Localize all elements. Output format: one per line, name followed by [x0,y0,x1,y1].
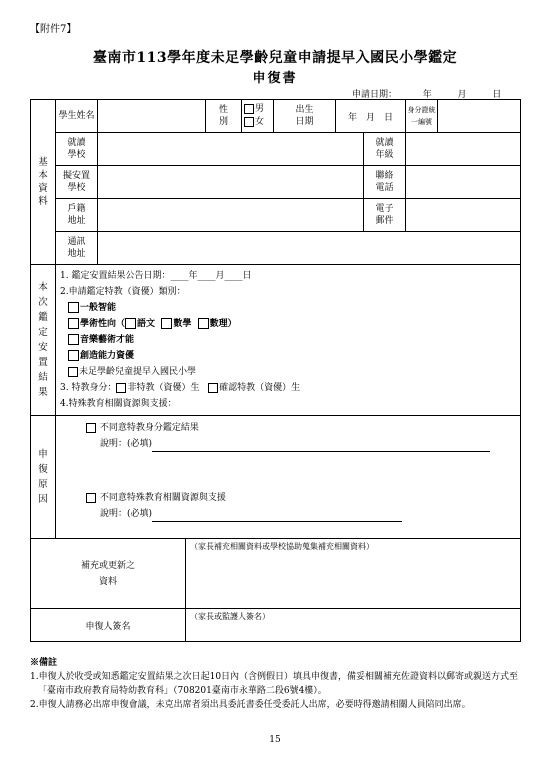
confirmed-special-checkbox[interactable] [208,383,218,393]
option-academic: 學術性向（ 語文 數學 數理） [68,316,514,332]
result-item1: 1. 鑑定安置結果公告日期：____年____月____日 [60,271,252,281]
disagree-resources-text: 不同意特殊教育相關資源與支援 [99,493,226,503]
student-name-field[interactable] [98,100,206,133]
option-creative: 創造能力資優 [68,348,514,364]
placement-school-field[interactable] [98,166,364,199]
early-checkbox[interactable] [68,367,78,377]
basic-section-label: 基本資料 [31,100,56,265]
grade-field[interactable] [406,133,521,166]
grade-label: 就讀年級 [364,133,406,166]
email-label: 電子郵件 [364,199,406,232]
mailing-address-field[interactable] [98,232,521,265]
school-field[interactable] [98,133,364,166]
apply-date-day: 日 [492,90,502,100]
mailing-address-label: 通訊地址 [56,232,98,265]
student-name-label: 學生姓名 [56,100,98,133]
note-2: 2.申復人請務必出席申復會議，未克出席者須出具委託書委任受委託人出席，必要時得邀請相關人員陪同出席。 [30,700,471,710]
science-checkbox[interactable] [198,318,209,329]
option-arts: 音樂藝術才能 [68,332,514,348]
explain1-label: 說明：(必填) [100,439,153,449]
appeal-content [56,416,521,539]
page-number: 15 [269,735,281,745]
contact-phone-field[interactable] [406,166,521,199]
signature-hint: （家長或監護人簽名） [190,612,270,621]
explain1-line[interactable] [152,441,490,452]
apply-date-label: 申請日期： [352,90,398,100]
appeal-section-label: 申復原因 [31,416,56,539]
page-title: 臺南市113學年度未足學齡兒童申請提早入國民小學鑑定 [92,50,458,66]
math-checkbox[interactable] [161,318,172,329]
supplement-hint: （家長補充相關資料或學校協助蒐集補充相關資料） [190,542,374,551]
birth-date-field[interactable]: 年 月 日 [336,100,406,133]
notes-heading: ※備註 [30,658,58,668]
gender-options[interactable]: 男 女 [242,100,274,133]
explain2-line[interactable] [152,511,402,522]
general-checkbox[interactable] [68,302,79,313]
school-label: 就讀學校 [56,133,98,166]
creative-checkbox[interactable] [68,350,79,361]
birth-date-label: 出生日期 [274,100,336,133]
appeal-form [30,99,521,642]
chinese-checkbox[interactable] [125,318,136,329]
apply-date-month: 月 [457,90,467,100]
note-1: 1.申復人於收受或知悉鑑定安置結果之次日起10日內（含例假日）填具申復書，備妥相關補充佐證資料以郵寄或親送方式至「臺南市政府教育局特幼教育科」（708201臺南市永華路二段6號4樓）。 [30,672,519,696]
attachment-label: 【附件7】 [30,24,77,35]
disagree-resources-checkbox[interactable] [86,493,96,503]
result-item3: 3. 特教身分： 非特教（資優）生 確認特教（資優）生 [60,383,301,393]
gender-label: 性別 [206,100,242,133]
academic-checkbox[interactable] [68,318,79,329]
id-number-label: 身分證統一編號 [406,100,438,133]
result-item4: 4.特殊教育相關資源與支援： [60,399,177,409]
option-general: 一般智能 [68,300,514,316]
arts-checkbox[interactable] [68,334,79,345]
supplement-field[interactable] [186,539,521,609]
signature-field[interactable] [186,609,521,642]
explain2-label: 說明：(必填) [100,509,153,519]
email-field[interactable] [406,199,521,232]
household-address-field[interactable] [98,199,364,232]
result-content [56,265,521,416]
disagree-identity-text: 不同意特教身分鑑定結果 [99,423,199,433]
page-subtitle: 申復書 [252,71,298,86]
non-special-checkbox[interactable] [116,383,126,393]
option-early: 未足學齡兒童提早入國民小學 [68,364,514,380]
contact-phone-label: 聯絡電話 [364,166,406,199]
male-checkbox[interactable] [244,104,254,114]
household-address-label: 戶籍地址 [56,199,98,232]
notes [30,656,525,712]
result-section-label: 本次鑑定安置結果 [31,265,56,416]
disagree-identity-checkbox[interactable] [86,423,96,433]
result-item2: 2.申請鑑定特教（資優）類別： [60,287,186,297]
id-number-field[interactable] [438,100,521,133]
signature-label: 申復人簽名 [31,609,186,642]
apply-date-year: 年 [422,90,432,100]
female-checkbox[interactable] [244,117,254,127]
supplement-label: 補充或更新之資料 [31,539,186,609]
placement-school-label: 擬安置學校 [56,166,98,199]
